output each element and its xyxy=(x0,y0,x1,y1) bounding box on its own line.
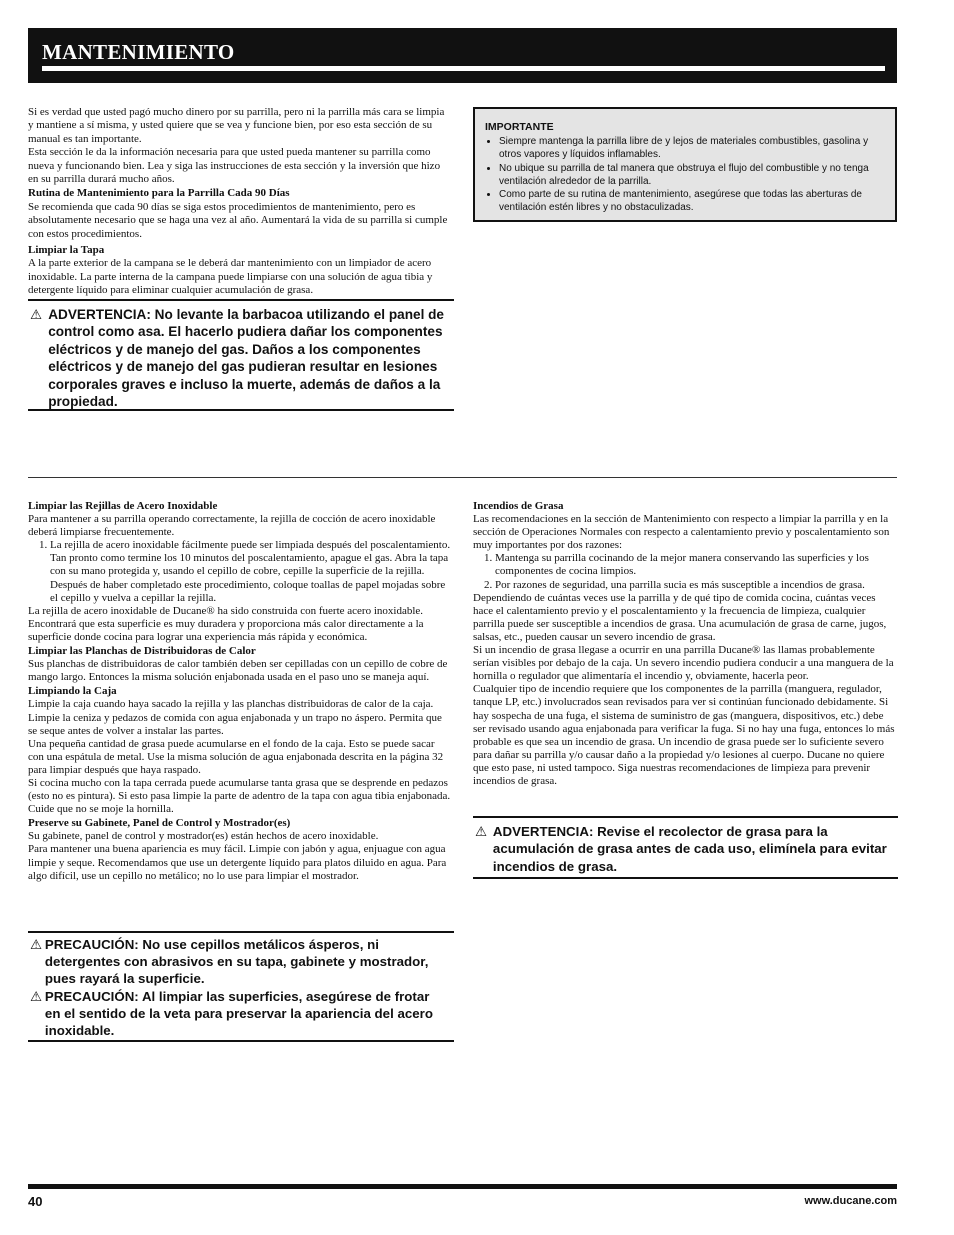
page-number: 40 xyxy=(28,1194,43,1209)
caution-icon: ⚠ xyxy=(30,988,42,1004)
left-bottom-column xyxy=(28,499,452,883)
heading-gabinete: Preserve su Gabinete, Panel de Control y Mostrador(es) xyxy=(28,817,291,830)
left-top-column xyxy=(28,106,452,298)
ducane-paragraph: La rejilla de acero inoxidable de Ducane® ha sido construida con fuerte acero inoxidable. Encontrará que esta superficie es muy duradera y proporciona más calor directamente a la superficie donde cocina para lograr una experiencia más rápida y económica. xyxy=(28,604,424,643)
rejillas-step: 1. La rejilla de acero inoxidable fácilmente puede ser limpiada después del poscalentamiento. Tan pronto como termine los 10 minutos del poscalentamiento, apague el gas. Abra la tapa con su mano protegida y, usando el cepillo de cobre, cepille la superficie de la rejilla. Después de haber completado este procedimiento, coloque toallas de papel mojadas sobre el cepillo y vuelva a cepillar la rejilla. xyxy=(50,539,452,604)
intro-paragraph-2: Esta sección le da la información necesaria para que usted pueda mantener su parrilla como nueva y funcionando bien. Lea y siga las instrucciones de esta sección y la inversión que hizo en su parrilla durará mucho años. xyxy=(28,146,441,186)
warning-text: ADVERTENCIA: No levante la barbacoa utilizando el panel de control como asa. El hacerlo pudiera dañar los componentes eléctricos y de manejo del gas. Daños a los componentes eléctricos y de manejo del gas pudieran resultar en lesiones corporales graves e incluso la muerte, además de daños a la propiedad. xyxy=(48,307,444,410)
important-item: • No ubique su parrilla de tal manera que obstruya el flujo del combustible y no tenga ventilación alrededor de la parrilla. xyxy=(499,162,885,188)
tapa-paragraph: A la parte exterior de la campana se le deberá dar mantenimiento con un limpiador de acero inoxidable. La parte interna de la campana puede limpiarse con una solución de agua tibia y detergente líquido para eliminar cualquier acumulación de grasa. xyxy=(28,257,433,297)
heading-rutina: Rutina de Mantenimiento para la Parrilla Cada 90 Días xyxy=(28,187,290,200)
gabinete-paragraph-1: Su gabinete, panel de control y mostrador(es) están hechos de acero inoxidable. xyxy=(28,830,379,843)
heading-rejillas: Limpiar las Rejillas de Acero Inoxidable xyxy=(28,500,218,512)
warning-grease-text: ADVERTENCIA: Revise el recolector de grasa para la acumulación de grasa antes de cada uso, elimínela para evitar incendios de grasa. xyxy=(492,824,887,874)
incendios-paragraph-1: Las recomendaciones en la sección de Mantenimiento con respecto a limpiar la parrilla y en la sección de Operaciones Normales con respecto a calentamiento previo y poscalentamiento son muy importantes por dos razones: xyxy=(473,513,890,552)
incendios-paragraph-2: Dependiendo de cuántas veces use la parrilla y de qué tipo de comida cocina, cuántas veces hace el calentamiento previo y el poscalentamiento y la frecuencia de limpieza, cualquier parrilla puede ser susceptible a incendios de grasa. Una acumulación de grasa de carne, jugos, salsas, etc., pueden causar un severo incendio de grasa. xyxy=(473,591,887,643)
section-header xyxy=(28,28,897,83)
incendios-paragraph-3: Si un incendio de grasa llegase a ocurrir en una parrilla Ducane® las llamas probablemente serían visibles por debajo de la caja. Un severo incendio pudiera conducir a una manguera de la hornilla o regulador que alimentaría el incendio y, obviamente, hacerla peor. xyxy=(473,644,894,683)
gabinete-paragraph-2: Para mantener una buena apariencia es muy fácil. Limpie con jabón y agua, enjuague con agua limpie y seque. Recomendamos que use un detergente líquido para platos diluido en agua. Para algo difícil, use un cepillo no metálico; no lo use para limpiar el mostrador. xyxy=(28,843,447,882)
caja-paragraph-1: Limpie la caja cuando haya sacado la rejilla y las planchas distribuidoras de calor de la caja. Limpie la ceniza y pedazos de comida con agua enjabonada y un trapo no áspero. Permita que se seque antes de volver a instalar las partes. xyxy=(28,698,442,737)
warning-grease xyxy=(473,816,898,879)
footer-url: www.ducane.com xyxy=(804,1195,897,1207)
incendios-paragraph-4: Cualquier tipo de incendio requiere que los componentes de la parrilla (manguera, regulador, tanque LP, etc.) involucrados sean revisados para ver si continúan funcionado debidamente. Si hay sospecha de una fuga, el sistema de suministro de gas (manguera, dispositivos, etc.) debe ser revisado usando agua enjabonada para verificar la fuga. Si no hay una fuga, entonces lo más probable es que sea un incendio de grasa. Un incendio de grasa puede ser lo suficiente severo para dañar su parrilla y/o causar daño a la propiedad y/o lesiones al cuerpo. Ducane no quiere que esto pase, ni usted tampoco. Siga nuestras recomendaciones de limpieza para prevenir incendios de grasa. xyxy=(473,683,895,787)
section-title: MANTENIMIENTO xyxy=(42,40,235,64)
incendios-item: 2. Por razones de seguridad, una parrilla sucia es más susceptible a incendios de grasa. xyxy=(495,579,898,592)
heading-incendios: Incendios de Grasa xyxy=(473,500,564,512)
rejillas-list xyxy=(28,539,452,604)
rutina-paragraph: Se recomienda que cada 90 días se siga estos procedimientos de mantenimiento, pero es absolutamente necesario que se haga una vez al año. Aumentará la vida de su parrilla si cumple con estos procedimientos. xyxy=(28,200,448,240)
caution-item-2 xyxy=(30,988,446,1040)
warning-icon: ⚠ xyxy=(30,307,43,322)
caution-text-2: PRECAUCIÓN: Al limpiar las superficies, asegúrese de frotar en el sentido de la veta para preservar la apariencia del acero inoxidable. xyxy=(44,988,433,1039)
caja-paragraph-2: Una pequeña cantidad de grasa puede acumularse en el fondo de la caja. Esto se puede sacar con una espátula de metal. Use la misma solución de agua enjabonada descrita en la página 32 para limpiar después que haya raspado. xyxy=(28,737,444,776)
important-item: • Siempre mantenga la parrilla libre de y lejos de materiales combustibles, gasolina y otros vapores y líquidos inflamables. xyxy=(499,135,885,161)
important-box xyxy=(473,107,897,222)
heading-tapa: Limpiar la Tapa xyxy=(28,244,105,257)
important-list xyxy=(485,135,885,214)
header-rule xyxy=(42,66,885,71)
caution-item-1 xyxy=(30,936,446,988)
caution-text-1: PRECAUCIÓN: No use cepillos metálicos ásperos, ni detergentes con abrasivos en su tapa, gabinete y mostrador, pues rayará la superficie. xyxy=(44,937,429,987)
warning-icon: ⚠ xyxy=(475,824,487,839)
intro-paragraph-1: Si es verdad que usted pagó mucho dinero por su parrilla, pero ni la parrilla más cara se limpia y mantiene a sí misma, y usted quiere que se vea y funcione bien, por eso esta sección de su manual es tan importante. xyxy=(28,106,445,145)
heading-planchas: Limpiar las Planchas de Distribuidoras de Calor xyxy=(28,645,256,658)
incendios-list xyxy=(473,552,898,591)
section-divider xyxy=(28,477,897,478)
footer-rule xyxy=(28,1184,897,1189)
heading-caja: Limpiando la Caja xyxy=(28,685,117,698)
incendios-item: 1. Mantenga su parrilla cocinando de la mejor manera conservando las superficies y los componentes de cocina limpios. xyxy=(495,552,898,578)
important-item: • Como parte de su rutina de mantenimiento, asegúrese que todas las aberturas de ventilación estén libres y no obstaculizadas. xyxy=(499,188,885,214)
important-title: IMPORTANTE xyxy=(485,121,554,133)
caja-paragraph-3: Si cocina mucho con la tapa cerrada puede acumularse tanta grasa que se desprende en pedazos (esto no es pintura). Si esto pasa limpie la parte de adentro de la tapa con agua tibia enjabonada. Cuide que no se moje la hornilla. xyxy=(28,776,451,816)
caution-block xyxy=(28,931,454,1042)
right-bottom-column xyxy=(473,499,898,788)
caution-icon: ⚠ xyxy=(30,937,42,952)
rejillas-paragraph: Para mantener a su parrilla operando correctamente, la rejilla de cocción de acero inoxidable deberá limpiarse frecuentemente. xyxy=(28,513,436,539)
warning-lift-panel xyxy=(28,299,454,411)
planchas-paragraph: Sus planchas de distribuidoras de calor también deben ser cepilladas con un cepillo de cobre de mango largo. Entonces la misma solución enjabonada usada en el paso uno se maneja aquí. xyxy=(28,658,448,684)
